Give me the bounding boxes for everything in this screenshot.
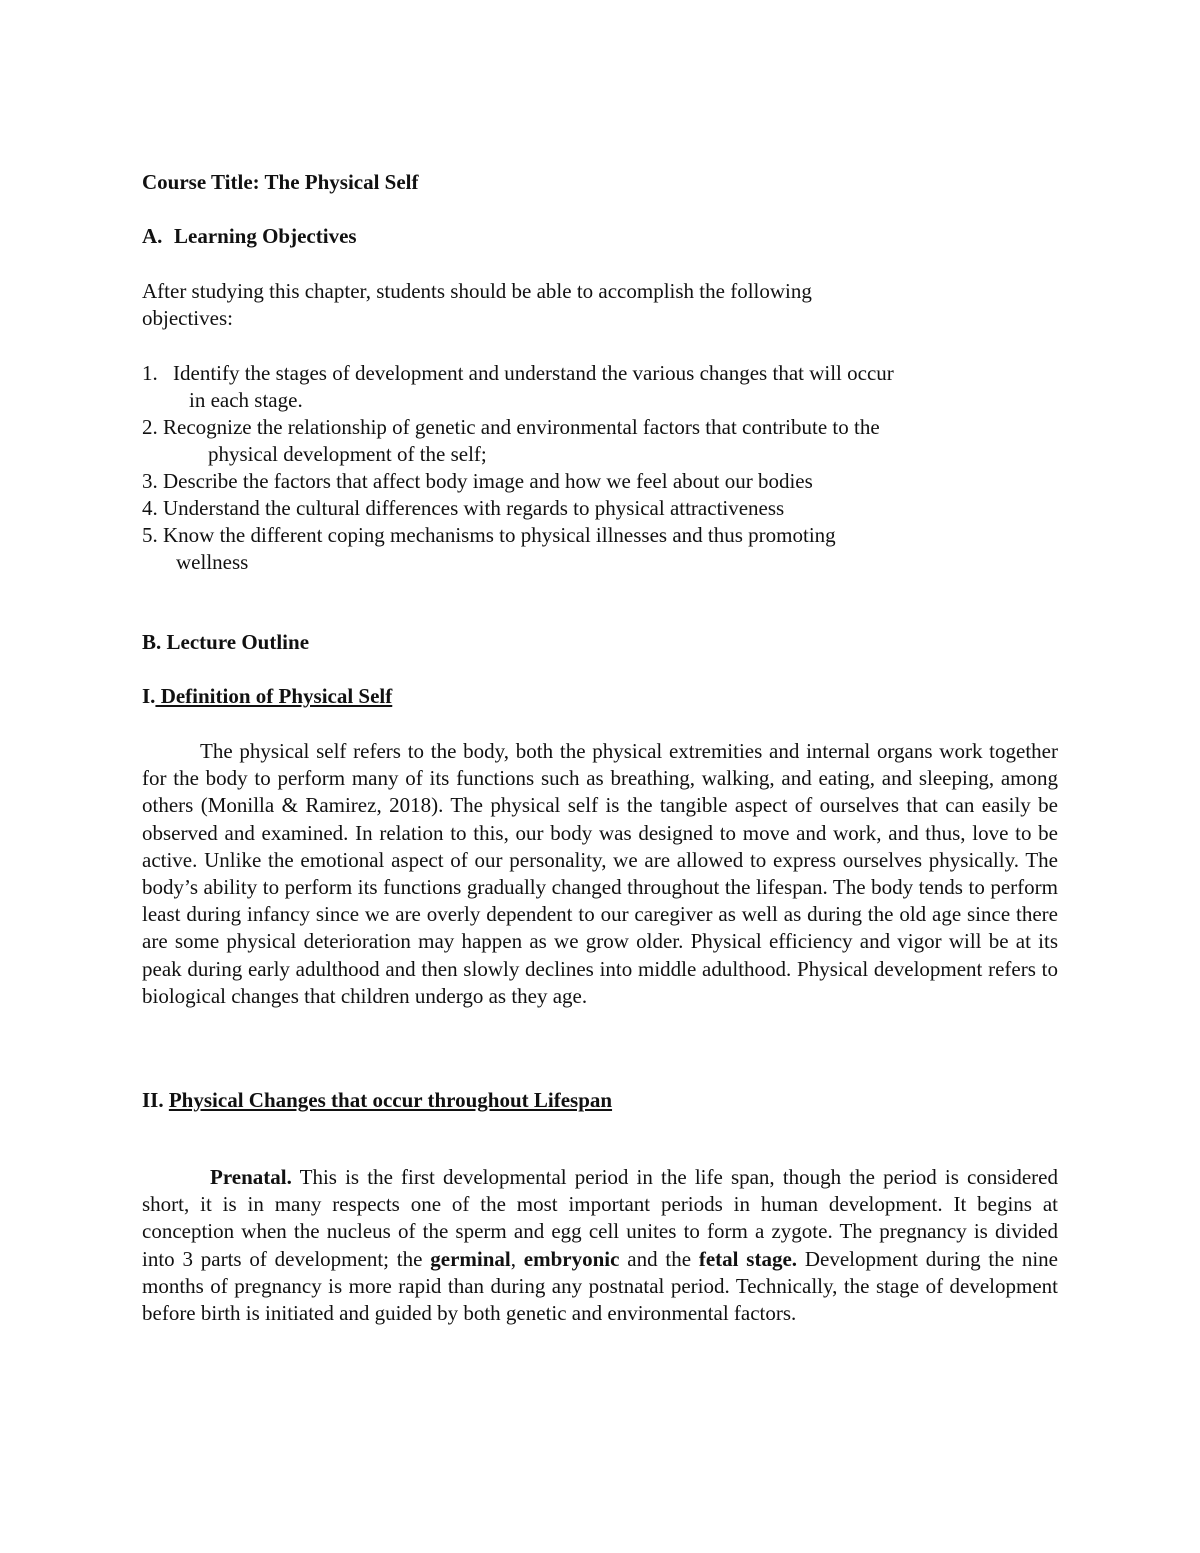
part-i-heading [142, 684, 392, 709]
objective-text: Know the different coping mechanisms to physical illnesses and thus promoting [163, 523, 836, 547]
prenatal-text: This is the first developmental period in the life span, though the period is considered short, it is in many respects one of the most important periods in human development. It begins at conception when the nucleus of the sperm and egg cell unites to form a zygote. The pregnancy is divided into 3 parts of development; the [142, 1165, 1058, 1271]
objective-text-continued: in each stage. [189, 388, 303, 412]
prenatal-term: Prenatal. [210, 1165, 292, 1189]
section-a-number: A. [142, 224, 163, 248]
objective-item [142, 522, 1042, 576]
objective-text-continued: wellness [176, 550, 249, 574]
objective-text: Understand the cultural differences with regards to physical attractiveness [163, 496, 785, 520]
separator: , [510, 1246, 524, 1271]
fetal-stage-term: fetal stage. [698, 1246, 798, 1271]
objective-number: 2. [142, 415, 158, 439]
objective-item [142, 495, 1042, 522]
section-a-title: Learning Objectives [174, 224, 357, 248]
objective-number: 3. [142, 469, 158, 493]
course-title: Course Title: The Physical Self [142, 170, 419, 194]
objective-number: 1. [142, 361, 158, 385]
definition-paragraph: The physical self refers to the body, both the physical extremities and internal organs work together for the body to perform many of its functions such as breathing, walking, and eating, and sleeping, among others (Monilla & Ramirez, 2018). The physical self is the tangible aspect of ourselves that can easily be observed and examined. In relation to this, our body was designed to move and work, and thus, love to be active. Unlike the emotional aspect of our personality, we are allowed to express ourselves physically. The body’s ability to perform its functions gradually changed throughout the lifespan. The body tends to perform least during infancy since we are overly dependent to our caregiver as well as during the old age since there are some physical deterioration may happen as we grow older. Physical efficiency and vigor will be at its peak during early adulthood and then slowly declines into middle adulthood. Physical development refers to biological changes that children undergo as they age. [142, 739, 1058, 1008]
part-ii-title: Physical Changes that occur throughout Lifespan [168, 1088, 613, 1112]
prenatal-paragraph [142, 1164, 1058, 1327]
objective-item [142, 468, 1042, 495]
embryonic-term: embryonic [523, 1246, 620, 1271]
objective-text: Identify the stages of development and understand the various changes that will occur [173, 361, 894, 385]
objectives-list [142, 360, 1042, 576]
germinal-term: germinal [430, 1246, 511, 1271]
part-i-number: I. [142, 684, 156, 708]
objective-item [142, 414, 1042, 468]
part-ii-number: II. [142, 1088, 164, 1112]
objective-item [142, 360, 1042, 414]
objective-text: Describe the factors that affect body image and how we feel about our bodies [163, 469, 813, 493]
separator: and the [619, 1246, 699, 1271]
prenatal-text-continued: Development during the nine months of pregnancy is more rapid than during any postnatal period. Technically, the stage of development before birth is initiated and guided by both genetic and environmental factors. [142, 1246, 1059, 1326]
section-a-heading [142, 224, 357, 249]
objective-number: 4. [142, 496, 158, 520]
section-b-heading: B. Lecture Outline [142, 630, 310, 654]
objective-text-continued: physical development of the self; [208, 442, 487, 466]
part-ii-heading [142, 1088, 612, 1113]
objective-text: Recognize the relationship of genetic and environmental factors that contribute to the [163, 415, 880, 439]
part-i-title: Definition of Physical Self [155, 684, 393, 708]
objectives-intro: After studying this chapter, students should be able to accomplish the following objectives: [142, 279, 812, 330]
objective-number: 5. [142, 523, 158, 547]
